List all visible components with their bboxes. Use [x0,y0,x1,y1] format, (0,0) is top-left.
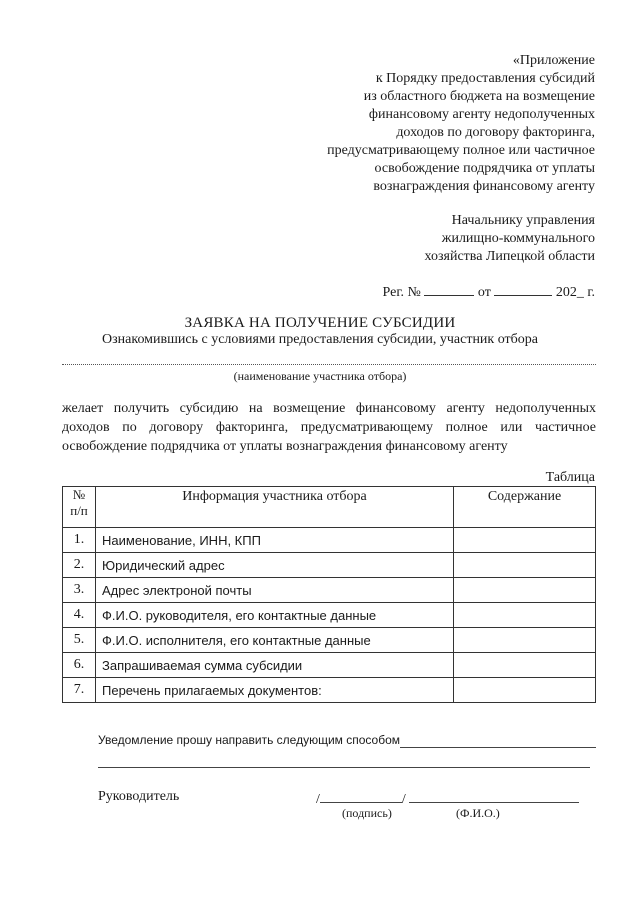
reg-number-label: Рег. № [382,285,421,300]
row-info: Ф.И.О. исполнителя, его контактные данные [96,628,454,653]
reg-date-field[interactable] [494,283,552,296]
row-info: Перечень прилагаемых документов: [96,678,454,703]
appendix-line: предусматривающему полное или частичное [327,143,595,158]
appendix-block [327,52,595,196]
participant-info-table [62,486,596,703]
registration-line [383,283,595,301]
addressee-line: Начальнику управления [451,213,595,228]
addressee-line: хозяйства Липецкой области [424,249,595,264]
notification-method-field-continued[interactable] [98,767,590,768]
row-num: 3. [63,578,96,603]
table-row [63,628,596,653]
row-info: Ф.И.О. руководителя, его контактные данные [96,603,454,628]
header-num [63,487,96,528]
row-info: Запрашиваемая сумма субсидии [96,653,454,678]
fio-caption: (Ф.И.О.) [456,806,500,820]
table-row [63,603,596,628]
signature-field[interactable] [320,790,402,803]
table-row [63,553,596,578]
appendix-line: освобождение подрядчика от уплаты [374,161,595,176]
signature-slash: / [316,792,320,807]
table-header-row [63,487,596,528]
row-content-cell[interactable] [454,553,596,578]
row-num: 2. [63,553,96,578]
row-info: Адрес электроной почты [96,578,454,603]
row-info: Юридический адрес [96,553,454,578]
addressee-line: жилищно-коммунального [441,231,595,246]
appendix-line: доходов по договору факторинга, [396,125,595,140]
participant-name-field[interactable] [62,364,596,365]
table-row [63,678,596,703]
header-info: Информация участника отбора [96,487,454,528]
notification-label: Уведомление прошу направить следующим способом [98,733,401,747]
appendix-line: финансовому агенту недополученных [368,107,595,122]
row-num: 6. [63,653,96,678]
row-content-cell[interactable] [454,603,596,628]
table-row [63,528,596,553]
header-content: Содержание [454,487,596,528]
signature-slash: / [401,792,406,807]
row-content-cell[interactable] [454,628,596,653]
row-num: 7. [63,678,96,703]
table-row [63,578,596,603]
document-title: ЗАЯВКА НА ПОЛУЧЕНИЕ СУБСИДИИ [184,315,456,331]
row-content-cell[interactable] [454,653,596,678]
reg-year-label: 202_ г. [555,285,595,300]
fio-field[interactable] [409,790,579,803]
row-content-cell[interactable] [454,678,596,703]
appendix-line: «Приложение [512,53,595,68]
table-label: Таблица [545,470,595,485]
head-label: Руководитель [98,789,180,804]
row-content-cell[interactable] [454,528,596,553]
reg-from-label: от [477,285,491,300]
appendix-line: вознаграждения финансовому агенту [373,179,595,194]
appendix-line: из областного бюджета на возмещение [363,89,595,104]
header-num-line2: п/п [70,503,88,518]
signature-caption: (подпись) [342,806,392,820]
row-num: 5. [63,628,96,653]
table-row [63,653,596,678]
row-num: 1. [63,528,96,553]
purpose-text: желает получить субсидию на возмещение финансовому агенту недополученных доходов по договору факторинга, предусматривающему полное или частичное освобождение подрядчика от уплаты вознаграждения финансовому агенту [62,401,596,454]
addressee-block [425,212,595,266]
participant-caption: (наименование участника отбора) [233,369,407,383]
row-info: Наименование, ИНН, КПП [96,528,454,553]
notification-method-field[interactable] [400,747,596,748]
appendix-line: к Порядку предоставления субсидий [375,71,595,86]
reg-number-field[interactable] [424,283,474,296]
row-content-cell[interactable] [454,578,596,603]
header-num-line1: № [72,487,86,502]
intro-text: Ознакомившись с условиями предоставления субсидии, участник отбора [102,332,538,347]
row-num: 4. [63,603,96,628]
